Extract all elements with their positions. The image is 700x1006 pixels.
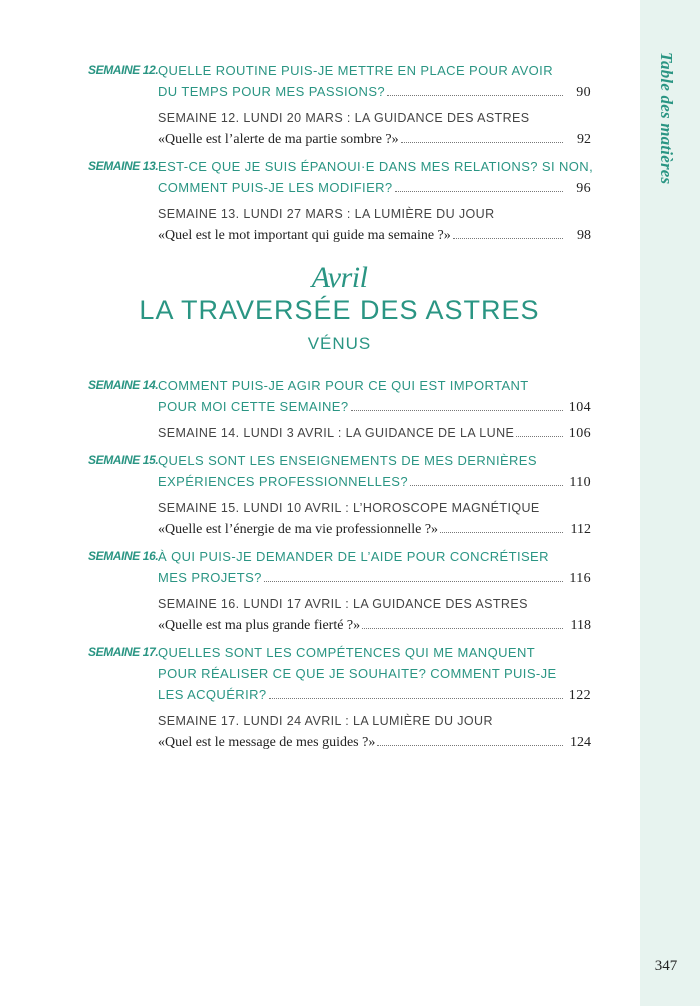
entry-title-line [158, 375, 591, 396]
page-ref: 110 [569, 475, 591, 490]
sidebar-tab [640, 0, 700, 1006]
toc-section-march [88, 60, 594, 246]
entry-title-line [158, 81, 591, 103]
page-ref: 116 [569, 571, 591, 586]
toc-entry [88, 156, 594, 246]
page-number: 347 [654, 958, 678, 974]
page-ref: 96 [576, 181, 591, 196]
page-ref: 104 [568, 400, 591, 415]
week-label: SEMAINE 14. [88, 378, 159, 392]
subentry-heading-text: SEMAINE 15. LUNDI 10 AVRIL : L’HOROSCOPE MAGNÉTIQUE [158, 501, 540, 515]
page-ref: 106 [568, 426, 591, 441]
entry-title-line-text: QUELLE ROUTINE PUIS-JE METTRE EN PLACE POUR AVOIR [158, 63, 553, 78]
toc-entry [88, 642, 591, 753]
subentry-heading-text: SEMAINE 16. LUNDI 17 AVRIL : LA GUIDANCE DES ASTRES [158, 597, 528, 611]
toc-entry [88, 546, 591, 636]
subentry-question-text: «Quelle est l’énergie de ma vie professionnelle ?» [158, 522, 439, 537]
toc-entry-body [158, 450, 591, 540]
dot-leader [264, 581, 563, 582]
toc-entry-body [158, 375, 591, 444]
toc-section-april [88, 375, 591, 753]
entry-title-line [158, 663, 591, 684]
toc-subentry [158, 108, 591, 150]
dot-leader [453, 238, 563, 239]
entry-title-line-text: QUELLES SONT LES COMPÉTENCES QUI ME MANQUENT [158, 645, 536, 660]
entry-title-line-text: DU TEMPS POUR MES PASSIONS? [158, 84, 386, 99]
dot-leader [395, 191, 563, 192]
entry-title-line-text: POUR MOI CETTE SEMAINE? [158, 399, 349, 414]
toc-entry [88, 375, 591, 444]
page-ref: 118 [570, 618, 591, 633]
entry-title-line-text: EXPÉRIENCES PROFESSIONNELLES? [158, 474, 409, 489]
entry-title-line [158, 546, 591, 567]
toc-subentry [158, 498, 591, 540]
subentry-heading [158, 108, 591, 129]
week-label: SEMAINE 15. [88, 453, 159, 467]
subentry-heading-text: SEMAINE 13. LUNDI 27 MARS : LA LUMIÈRE DU JOUR [158, 207, 495, 221]
subentry-question-text: «Quel est le message de mes guides ?» [158, 735, 376, 750]
page-ref: 90 [576, 85, 591, 100]
page-ref: 112 [570, 522, 591, 537]
toc-entry-body [158, 642, 591, 753]
subentry-question-text: «Quelle est ma plus grande fierté ?» [158, 618, 361, 633]
month-header [88, 262, 591, 356]
toc-entry [88, 60, 591, 150]
subentry-heading-text: SEMAINE 14. LUNDI 3 AVRIL : LA GUIDANCE DE LA LUNE [158, 426, 515, 440]
entry-title-line-text: COMMENT PUIS-JE AGIR POUR CE QUI EST IMPORTANT [158, 378, 529, 393]
page-ref: 92 [577, 132, 591, 147]
entry-title-line [158, 642, 591, 663]
week-label: SEMAINE 12. [88, 63, 159, 77]
week-label: SEMAINE 17. [88, 645, 159, 659]
subentry-question-text: «Quelle est l’alerte de ma partie sombre ?» [158, 132, 399, 147]
entry-title-line-text: LES ACQUÉRIR? [158, 687, 267, 702]
page-ref: 98 [577, 228, 591, 243]
entry-title-line-text: EST-CE QUE JE SUIS ÉPANOUI·E DANS MES RELATIONS? SI NON, [158, 159, 594, 174]
subentry-heading [158, 594, 591, 615]
toc-entry [88, 450, 591, 540]
subentry-heading [158, 204, 591, 225]
entry-title-line [158, 450, 591, 471]
subentry-heading [158, 423, 591, 444]
toc-subentry [158, 594, 591, 636]
dot-leader [269, 698, 563, 699]
entry-title-line [158, 396, 591, 418]
month-name: Avril [311, 261, 368, 294]
page-ref: 124 [570, 735, 591, 750]
dot-leader [362, 628, 563, 629]
subentry-question [158, 519, 591, 540]
toc-entry-body [158, 60, 591, 150]
week-label: SEMAINE 16. [88, 549, 159, 563]
entry-title-line [158, 567, 591, 589]
entry-title-line [158, 471, 591, 493]
entry-title-line [158, 684, 591, 706]
toc-subentry [158, 423, 591, 444]
subentry-question [158, 615, 591, 636]
toc-subentry [158, 711, 591, 753]
entry-title-line-text: COMMENT PUIS-JE LES MODIFIER? [158, 180, 393, 195]
subentry-heading-text: SEMAINE 17. LUNDI 24 AVRIL : LA LUMIÈRE DU JOUR [158, 714, 493, 728]
subentry-heading [158, 498, 591, 519]
subentry-question [158, 732, 591, 753]
entry-title-line-text: POUR RÉALISER CE QUE JE SOUHAITE? COMMENT PUIS-JE [158, 666, 557, 681]
subentry-question-text: «Quel est le mot important qui guide ma semaine ?» [158, 228, 451, 243]
toc-subentry [158, 204, 591, 246]
entry-title-line-text: À QUI PUIS-JE DEMANDER DE L’AIDE POUR CONCRÉTISER [158, 549, 549, 564]
week-label: SEMAINE 13. [88, 159, 159, 173]
entry-title-line [158, 156, 594, 177]
entry-title-line-text: QUELS SONT LES ENSEIGNEMENTS DE MES DERNIÈRES [158, 453, 537, 468]
dot-leader [377, 745, 563, 746]
dot-leader [387, 95, 563, 96]
subentry-heading-text: SEMAINE 12. LUNDI 20 MARS : LA GUIDANCE DES ASTRES [158, 111, 530, 125]
entry-title-line [158, 60, 591, 81]
month-planet: VÉNUS [307, 334, 372, 353]
dot-leader [410, 485, 563, 486]
sidebar-label: Table des matières [657, 52, 676, 185]
dot-leader [440, 532, 563, 533]
dot-leader [401, 142, 563, 143]
month-title: LA TRAVERSÉE DES ASTRES [139, 295, 540, 325]
entry-title-line [158, 177, 591, 199]
subentry-heading [158, 711, 591, 732]
toc-entry-body [158, 546, 591, 636]
entry-title-line-text: MES PROJETS? [158, 570, 262, 585]
subentry-question [158, 225, 591, 246]
dot-leader [516, 436, 563, 437]
subentry-question [158, 129, 591, 150]
toc-entry-body [158, 156, 594, 246]
dot-leader [351, 410, 563, 411]
page-ref: 122 [568, 688, 591, 703]
